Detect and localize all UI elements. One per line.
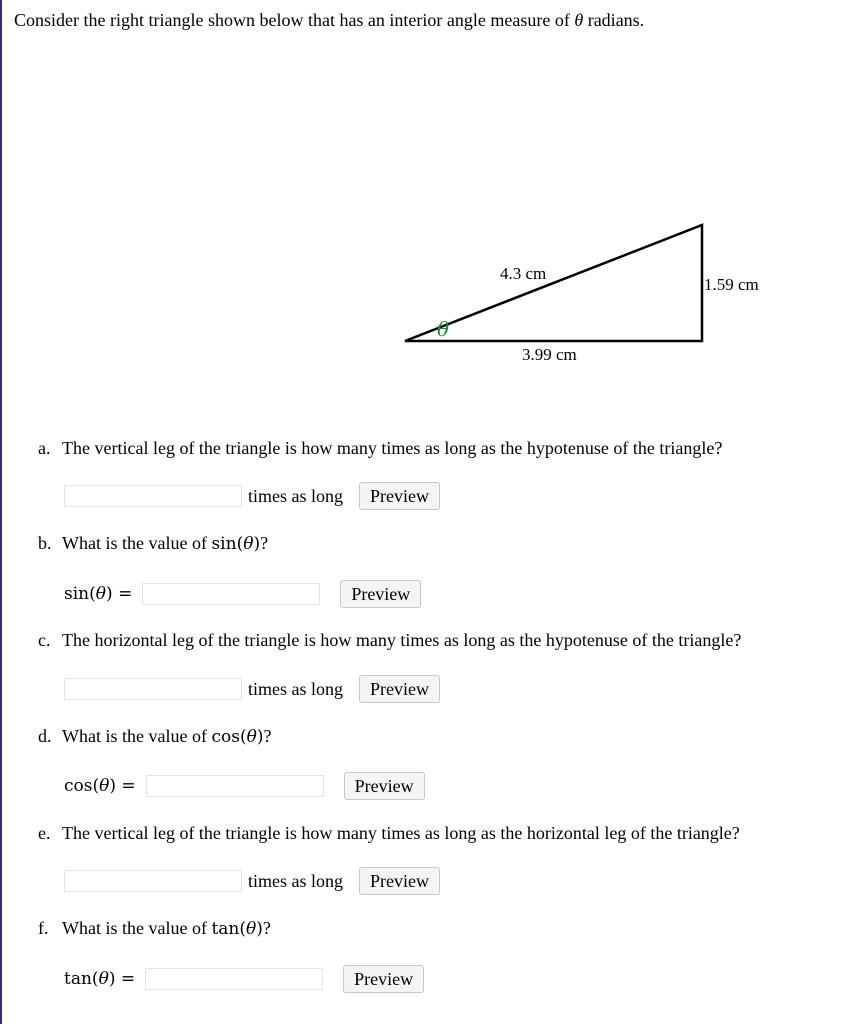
question-letter: b. [38, 533, 52, 553]
answer-suffix: times as long [248, 678, 343, 699]
preview-button-f[interactable]: Preview [343, 965, 424, 993]
answer-row-c [64, 674, 440, 704]
math-theta: θ [246, 727, 257, 747]
preview-button-c[interactable]: Preview [359, 675, 440, 703]
func-name: sin [211, 534, 237, 554]
answer-row-a [64, 481, 440, 511]
equals-sign: = [120, 969, 136, 989]
answer-suffix: times as long [248, 485, 343, 506]
question-math: tan(θ) [211, 919, 263, 939]
answer-input-d[interactable] [146, 775, 324, 797]
answer-label-d: cos(θ) = [64, 776, 136, 796]
intro-theta: θ [574, 10, 584, 30]
left-border [0, 0, 2, 1024]
question-e [38, 823, 740, 844]
question-c [38, 630, 741, 651]
equals-sign: = [118, 584, 133, 604]
answer-label-b: sin(θ) = [64, 584, 133, 604]
intro-text: Consider the right triangle shown below that has an interior angle measure of [14, 10, 575, 30]
func-name: cos [211, 727, 240, 747]
angle-theta-label: θ [437, 317, 450, 341]
equals-sign: = [121, 776, 136, 796]
answer-input-a[interactable] [64, 485, 242, 507]
triangle-figure [0, 200, 866, 380]
question-letter: f. [38, 918, 49, 938]
answer-input-b[interactable] [142, 583, 320, 605]
question-letter: a. [38, 438, 51, 458]
func-name: sin [64, 584, 90, 604]
question-end: ? [263, 726, 272, 746]
func-name: tan [64, 969, 92, 989]
func-name: tan [211, 919, 240, 939]
problem-intro [14, 10, 644, 31]
question-text: The vertical leg of the triangle is how many times as long as the horizontal leg of the triangle? [62, 823, 740, 843]
question-text: What is the value of [62, 533, 212, 553]
intro-text-end: radians. [583, 10, 645, 30]
question-end: ? [262, 918, 271, 938]
question-text: The vertical leg of the triangle is how many times as long as the hypotenuse of the triangle? [62, 438, 723, 458]
question-letter: c. [38, 630, 51, 650]
math-theta: θ [246, 919, 257, 939]
preview-button-e[interactable]: Preview [359, 867, 440, 895]
math-theta: θ [243, 534, 254, 554]
question-end: ? [260, 533, 269, 553]
answer-label-f: tan(θ) = [64, 969, 136, 989]
answer-row-f [64, 964, 424, 994]
func-name: cos [64, 776, 93, 796]
question-text: What is the value of [62, 726, 212, 746]
horizontal-leg-label: 3.99 cm [522, 345, 577, 364]
question-letter: d. [38, 726, 52, 746]
question-b [38, 533, 268, 554]
triangle-shape [405, 225, 702, 341]
answer-row-b [64, 579, 421, 609]
answer-row-e [64, 866, 440, 896]
question-a [38, 438, 722, 459]
preview-button-b[interactable]: Preview [340, 580, 421, 608]
answer-input-e[interactable] [64, 870, 242, 892]
preview-button-a[interactable]: Preview [359, 482, 440, 510]
question-math: sin(θ) [211, 534, 261, 554]
question-math: cos(θ) [211, 727, 264, 747]
question-text: What is the value of [62, 918, 212, 938]
math-theta: θ [99, 776, 110, 796]
question-d [38, 726, 271, 747]
math-theta: θ [95, 584, 107, 604]
answer-input-f[interactable] [145, 968, 323, 990]
hypotenuse-label: 4.3 cm [500, 264, 547, 283]
question-f [38, 918, 271, 939]
preview-button-d[interactable]: Preview [344, 772, 425, 800]
answer-input-c[interactable] [64, 678, 242, 700]
answer-suffix: times as long [248, 870, 343, 891]
answer-row-d [64, 771, 425, 801]
question-text: The horizontal leg of the triangle is how many times as long as the hypotenuse of the triangle? [62, 630, 742, 650]
vertical-leg-label: 1.59 cm [704, 275, 759, 294]
question-letter: e. [38, 823, 51, 843]
math-theta: θ [98, 969, 109, 989]
